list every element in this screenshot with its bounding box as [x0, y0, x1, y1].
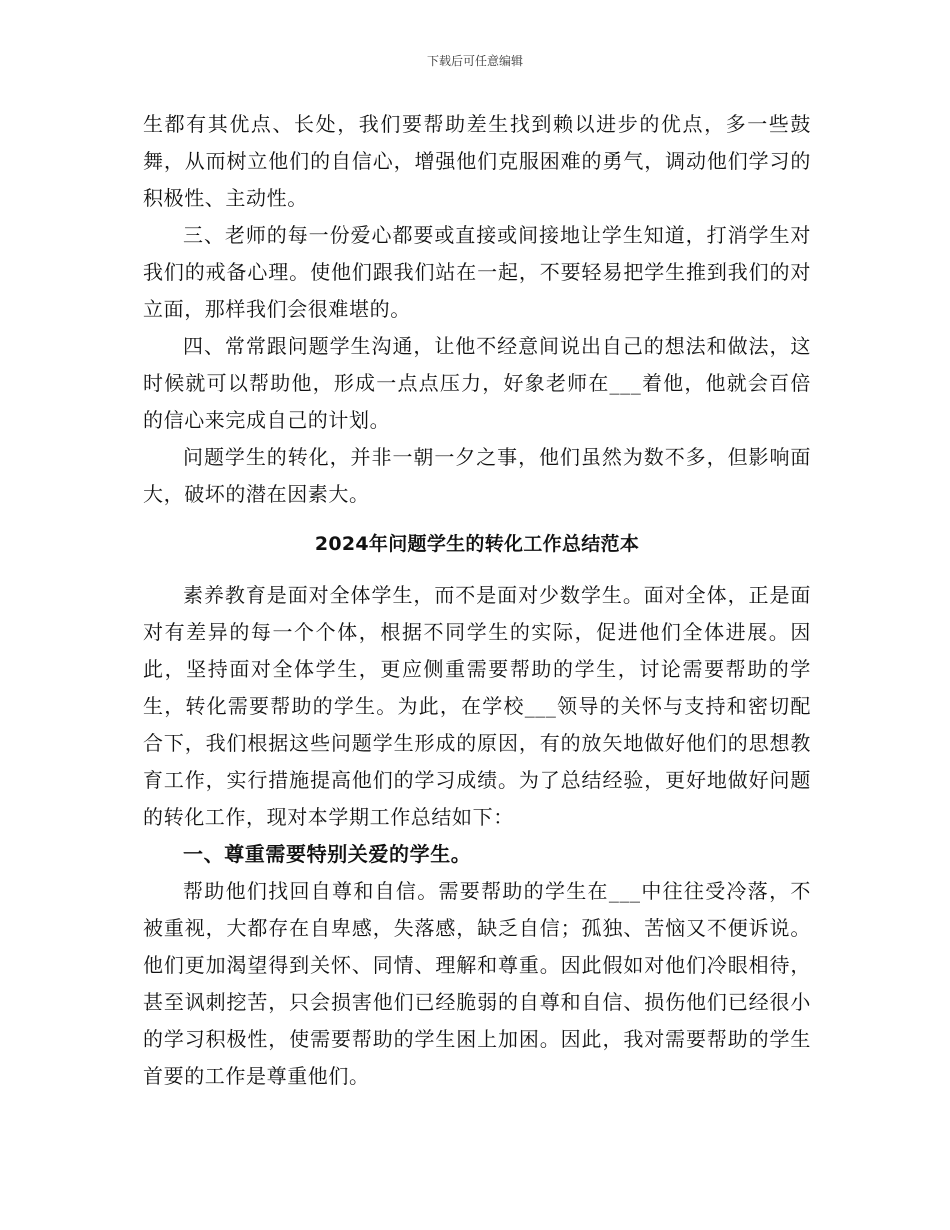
document-body — [143, 106, 811, 1095]
paragraph-conclusion: 问题学生的转化，并非一朝一夕之事，他们虽然为数不多，但影响面大，破坏的潜在因素大。 — [143, 445, 811, 506]
paragraph-point-four: 四、常常跟问题学生沟通，让他不经意间说出自己的想法和做法，这时候就可以帮助他，形成一点点压力，好象老师在___着他，他就会百倍的信心来完成自己的计划。 — [143, 334, 811, 432]
paragraph-point-three: 三、老师的每一份爱心都要或直接或间接地让学生知道，打消学生对我们的戒备心理。使他们跟我们站在一起，不要轻易把学生推到我们的对立面，那样我们会很难堪的。 — [143, 223, 811, 321]
paragraph-intro: 素养教育是面对全体学生，而不是面对少数学生。面对全体，正是面对有差异的每一个个体，根据不同学生的实际，促进他们全体进展。因此，坚持面对全体学生，更应侧重需要帮助的学生，讨论需要帮助的学生，转化需要帮助的学生。为此，在学校___领导的关怀与支持和密切配合下，我们根据这些问题学生形成的原因，有的放矢地做好他们的思想教育工作，实行措施提高他们的学习成绩。为了总结经验，更好地做好问题的转化工作，现对本学期工作总结如下： — [143, 583, 811, 829]
paragraph-respect-body: 帮助他们找回自尊和自信。需要帮助的学生在___中往往受冷落，不被重视，大都存在自卑感，失落感，缺乏自信；孤独、苦恼又不便诉说。他们更加渴望得到关怀、同情、理解和尊重。因此假如对他们冷眼相待，甚至讽刺挖苦，只会损害他们已经脆弱的自尊和自信、损伤他们已经很小的学习积极性，使需要帮助的学生困上加困。因此，我对需要帮助的学生首要的工作是尊重他们。 — [143, 879, 811, 1088]
section-title: 2024年问题学生的转化工作总结范本 — [314, 533, 640, 555]
page-header: 下载后可任意编辑 — [426, 54, 523, 68]
subheading-respect: 一、尊重需要特别关爱的学生。 — [183, 842, 472, 866]
paragraph-continued: 生都有其优点、长处，我们要帮助差生找到赖以进步的优点，多一些鼓舞，从而树立他们的自信心，增强他们克服困难的勇气，调动他们学习的积极性、主动性。 — [143, 112, 811, 210]
